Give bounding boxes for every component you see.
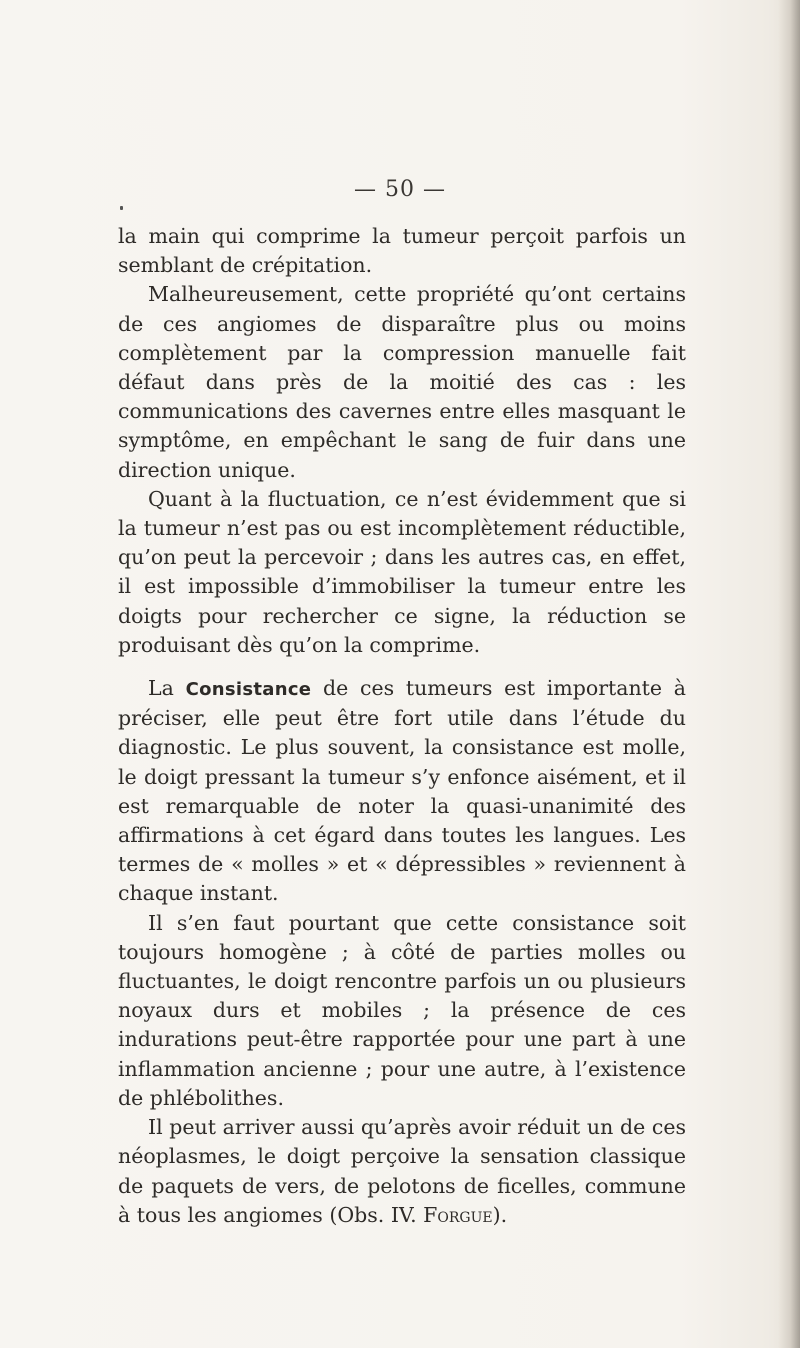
- paragraph-4-text: de ces tumeurs est importante à préciser, elle peut être fort utile dans l’étude du diagnostic. Le plus souvent, la consistance est molle, le doigt pressant la tumeur s’y enfonce aisément, et il est remarquable de noter la quasi-unanimité des affirmations à cet égard dans toutes les langues. Les termes de « molles » et « dépressibles » reviennent à chaque instant.: [118, 676, 686, 906]
- paragraph-2: Malheureusement, cette propriété qu’ont certains de ces angiomes de disparaître plus ou moins complètement par la compression manuelle fait défaut dans près de la moitié des cas : les communications des cavernes entre elles masquant le symptôme, en empêchant le sang de fuir dans une direction unique.: [118, 282, 686, 482]
- paragraph-6-close: ).: [492, 1202, 508, 1227]
- paragraph-3: Quant à la fluctuation, ce n’est évidemment que si la tumeur n’est pas ou est incomplètement réductible, qu’on peut la percevoir ; dans les autres cas, en effet, il est impossible d’immobiliser la tumeur entre les doigts pour rechercher ce signe, la réduction se produisant dès qu’on la comprime.: [118, 486, 686, 657]
- paragraph-6-text: Il peut arriver aussi qu’après avoir réduit un de ces néoplasmes, le doigt perçoive la sensation classique de paquets de vers, de pelotons de ficelles, commune à tous les angiomes (Obs. IV.: [118, 1115, 686, 1227]
- paragraph-1: la main qui comprime la tumeur perçoit parfois un semblant de crépitation.: [118, 224, 686, 278]
- ink-speck: [120, 206, 123, 210]
- section-heading-consistance: Consistance: [185, 679, 312, 701]
- page-edge-shadow: [778, 0, 800, 1348]
- paragraph-4-lead: La: [148, 676, 186, 701]
- author-name: Forgue: [423, 1202, 493, 1227]
- paragraph-6: [118, 1113, 686, 1230]
- paragraph-4: [118, 674, 686, 909]
- body-text: [118, 222, 686, 1230]
- paragraph-5: Il s’en faut pourtant que cette consistance soit toujours homogène ; à côté de parties molles ou fluctuantes, le doigt rencontre parfois un ou plusieurs noyaux durs et mobiles ; la présence de ces indurations peut-être rapportée pour une part à une inflammation ancienne ; pour une autre, à l’existence de phlébolithes.: [118, 910, 686, 1110]
- page-number: — 50 —: [354, 177, 446, 202]
